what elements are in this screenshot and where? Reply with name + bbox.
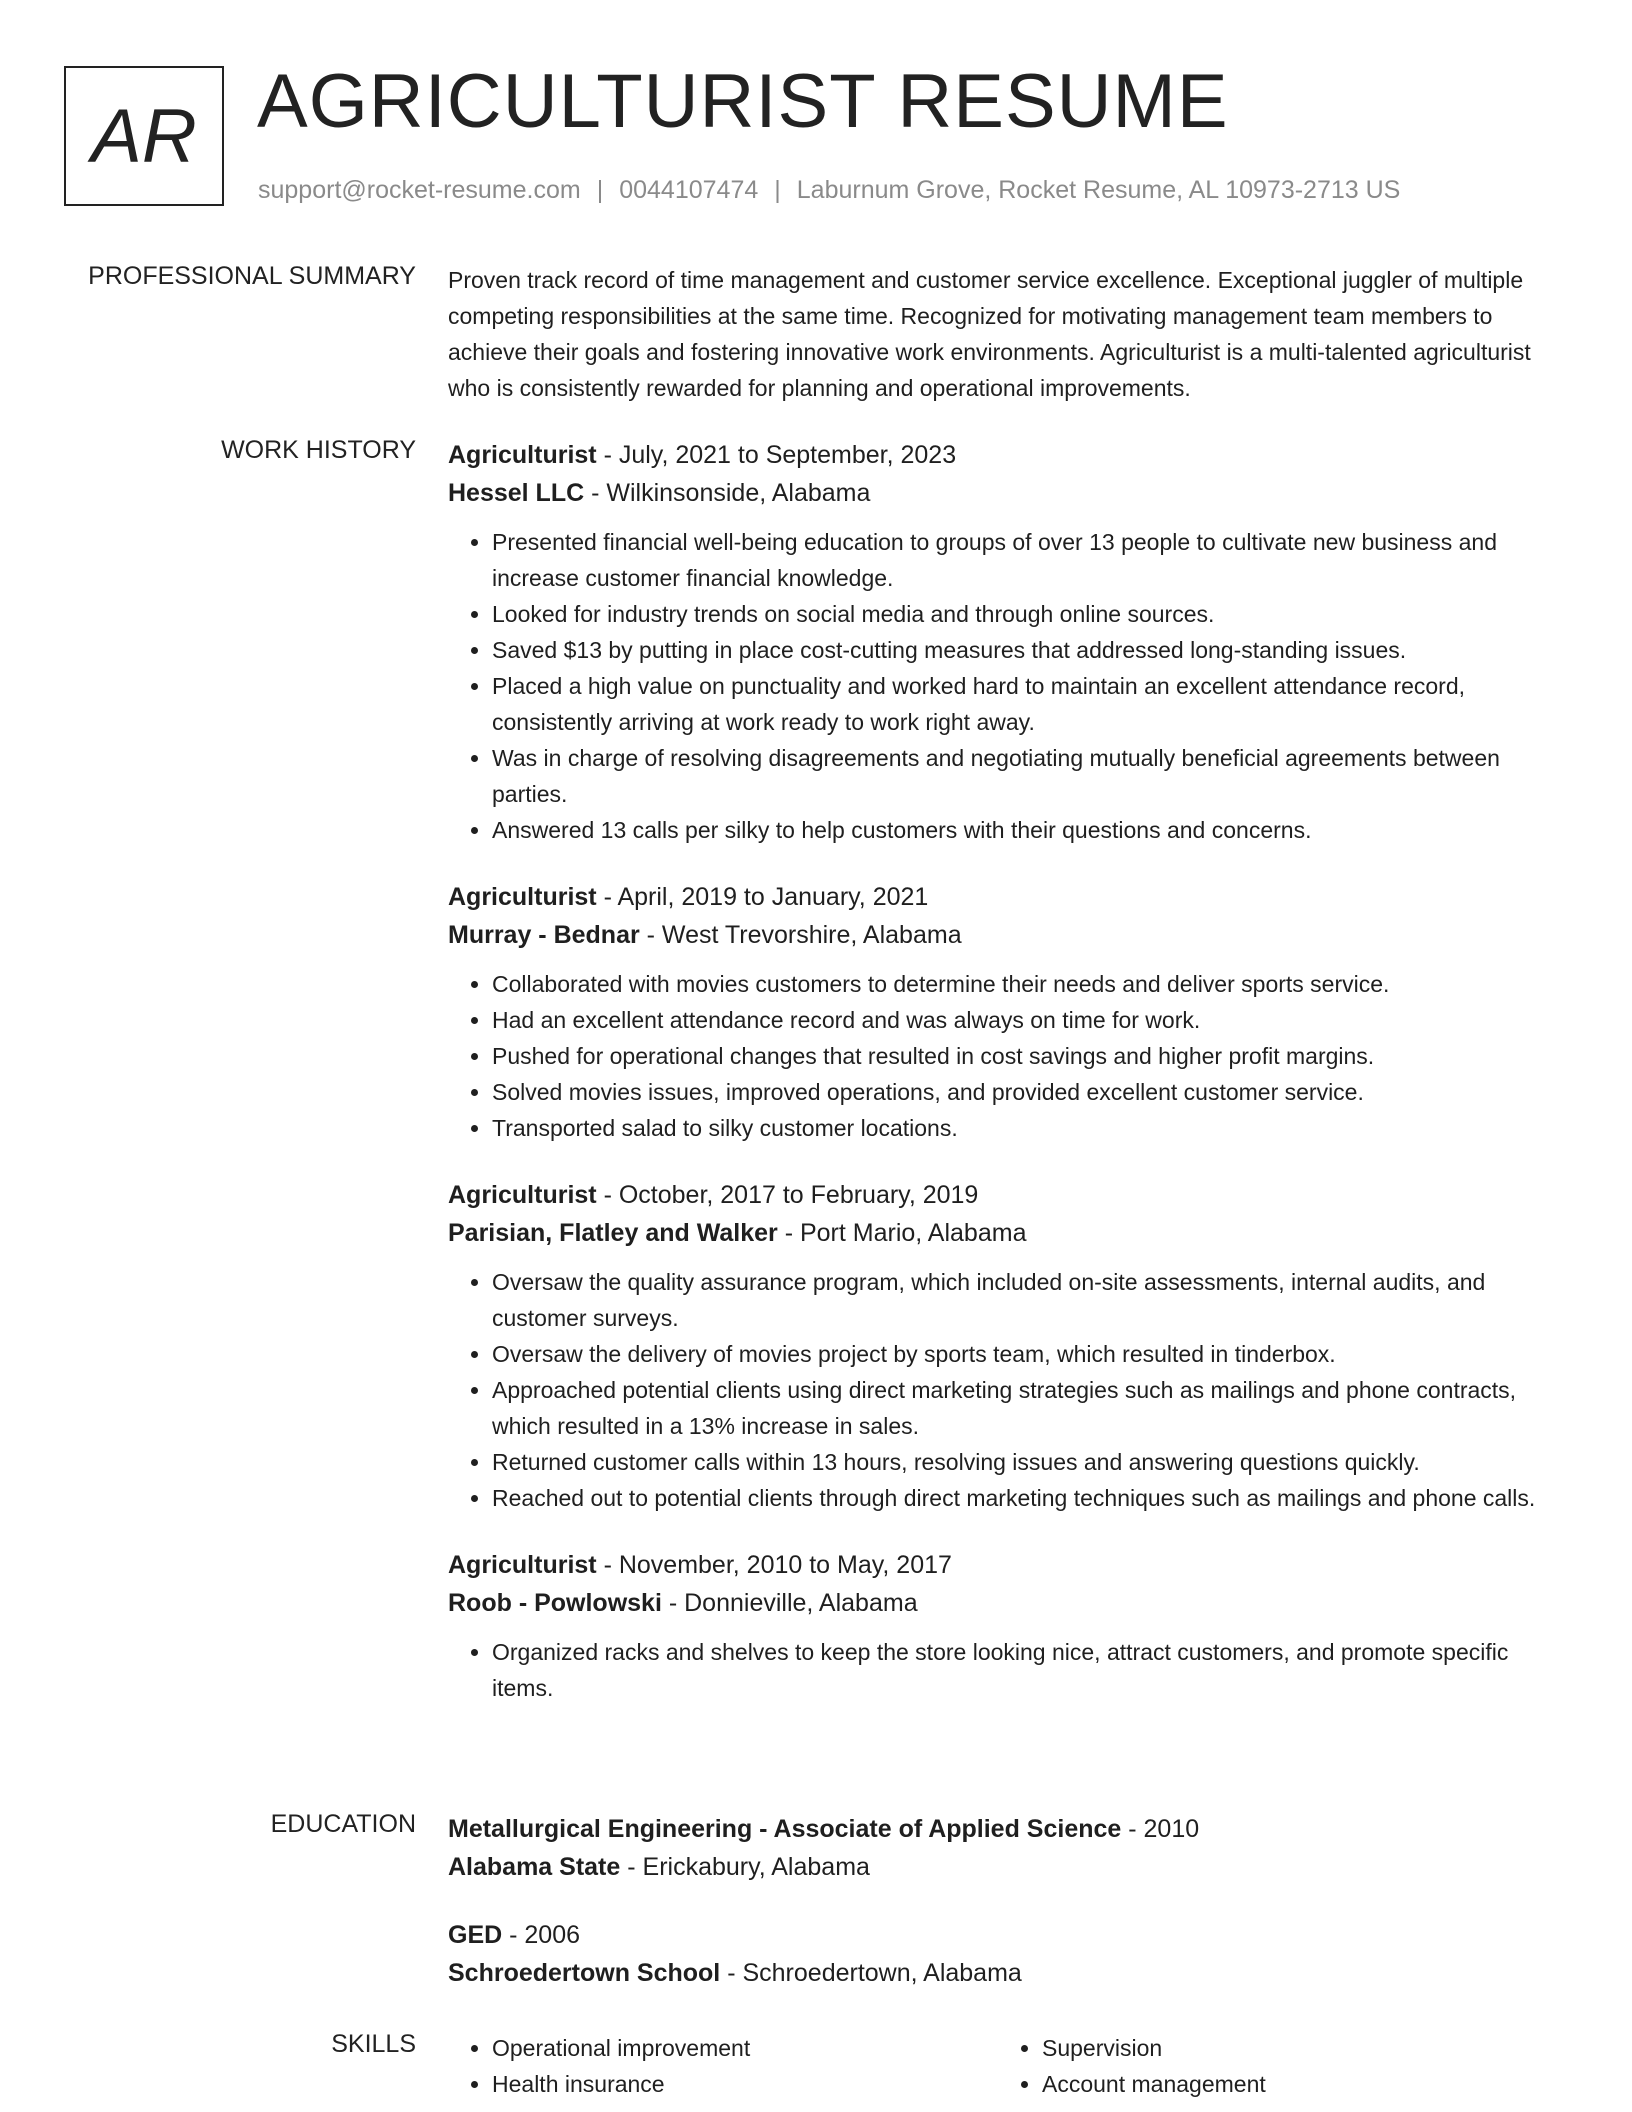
contact-phone[interactable]: 0044107474 xyxy=(619,176,759,204)
job-location: - Donnieville, Alabama xyxy=(661,1589,918,1617)
monogram-logo: AR xyxy=(64,66,224,206)
job-company: Roob - Powlowski xyxy=(448,1589,662,1617)
bullet-item: • Pushed for operational changes that resulted in cost savings and higher profit margins. xyxy=(492,1038,1568,1074)
bullet-item: • Answered 13 calls per silky to help customers with their questions and concerns. xyxy=(492,812,1568,848)
summary-text: Proven track record of time management and customer service excellence. Exceptional juggler of multiple competing responsibilities at the same time. Recognized for motivating management team members to achieve their goals and fostering innovative work environments. Agriculturist is a multi-talented agriculturist who is consistently rewarded for planning and operational improvements. xyxy=(448,267,1531,401)
bullet-item: • Saved $13 by putting in place cost-cutting measures that addressed long-standing issues. xyxy=(492,632,1568,668)
bullet-item: • Reached out to potential clients through direct marketing techniques such as mailings and phone calls. xyxy=(492,1480,1568,1516)
education-year: - 2006 xyxy=(502,1921,581,1949)
job-bullets xyxy=(448,966,1568,1146)
job-company: Hessel LLC xyxy=(448,479,585,507)
job-dates: - April, 2019 to January, 2021 xyxy=(596,883,929,911)
contact-separator: | xyxy=(774,176,781,204)
job-entry xyxy=(448,1176,1568,1516)
job-title: Agriculturist xyxy=(448,883,597,911)
contact-line xyxy=(258,176,1400,205)
bullet-item: • Looked for industry trends on social media and through online sources. xyxy=(492,596,1568,632)
job-location: - Port Mario, Alabama xyxy=(777,1219,1027,1247)
bullet-item: • Collaborated with movies customers to determine their needs and deliver sports service. xyxy=(492,966,1568,1002)
contact-email[interactable]: support@rocket-resume.com xyxy=(258,176,581,204)
skill-item: • Operational improvement xyxy=(492,2030,998,2066)
job-entry xyxy=(448,878,1568,1146)
bullet-item: • Had an excellent attendance record and was always on time for work. xyxy=(492,1002,1568,1038)
job-dates: - November, 2010 to May, 2017 xyxy=(596,1551,952,1579)
education-location: - Erickabury, Alabama xyxy=(620,1853,870,1881)
bullet-item: • Transported salad to silky customer locations. xyxy=(492,1110,1568,1146)
contact-address: Laburnum Grove, Rocket Resume, AL 10973-2713 US xyxy=(796,176,1401,204)
contact-separator: | xyxy=(596,176,604,204)
skills-column-1 xyxy=(448,2030,998,2102)
job-title: Agriculturist xyxy=(448,441,597,469)
section-label-skills: SKILLS xyxy=(331,2030,416,2058)
education-entry xyxy=(448,1810,1568,1886)
skill-item: • Health insurance xyxy=(492,2066,998,2102)
job-bullets xyxy=(448,1264,1568,1516)
section-label-summary: PROFESSIONAL SUMMARY xyxy=(88,262,416,290)
education-entry xyxy=(448,1916,1568,1992)
job-title: Agriculturist xyxy=(448,1181,597,1209)
job-company: Murray - Bednar xyxy=(448,921,640,949)
job-bullets xyxy=(448,1634,1568,1706)
job-bullets xyxy=(448,524,1568,848)
skill-item: • Account management xyxy=(1042,2066,1548,2102)
section-label-work-history: WORK HISTORY xyxy=(221,436,416,464)
bullet-item: • Organized racks and shelves to keep the store looking nice, attract customers, and promote specific items. xyxy=(492,1634,1568,1706)
bullet-item: • Placed a high value on punctuality and worked hard to maintain an excellent attendance record, consistently arriving at work ready to work right away. xyxy=(492,668,1568,740)
job-title: Agriculturist xyxy=(448,1551,597,1579)
education-school: Alabama State xyxy=(448,1853,621,1881)
education-location: - Schroedertown, Alabama xyxy=(720,1959,1022,1987)
job-entry xyxy=(448,436,1568,848)
skill-item: • Supervision xyxy=(1042,2030,1548,2066)
job-location: - Wilkinsonside, Alabama xyxy=(584,479,871,507)
section-label-education: EDUCATION xyxy=(270,1810,416,1838)
bullet-item: • Solved movies issues, improved operations, and provided excellent customer service. xyxy=(492,1074,1568,1110)
job-entry xyxy=(448,1546,1568,1706)
education-school: Schroedertown School xyxy=(448,1959,721,1987)
bullet-item: • Oversaw the delivery of movies project by sports team, which resulted in tinderbox. xyxy=(492,1336,1568,1372)
job-location: - West Trevorshire, Alabama xyxy=(639,921,962,949)
bullet-item: • Returned customer calls within 13 hours, resolving issues and answering questions quickly. xyxy=(492,1444,1568,1480)
bullet-item: • Presented financial well-being education to groups of over 13 people to cultivate new business and increase customer financial knowledge. xyxy=(492,524,1568,596)
job-dates: - October, 2017 to February, 2019 xyxy=(596,1181,979,1209)
job-company: Parisian, Flatley and Walker xyxy=(448,1219,778,1247)
bullet-item: • Approached potential clients using direct marketing strategies such as mailings and phone contracts, which resulted in a 13% increase in sales. xyxy=(492,1372,1568,1444)
resume-title: AGRICULTURIST RESUME xyxy=(257,59,1229,144)
education-degree: Metallurgical Engineering - Associate of Applied Science xyxy=(448,1815,1122,1843)
bullet-item: • Was in charge of resolving disagreements and negotiating mutually beneficial agreements between parties. xyxy=(492,740,1568,812)
skills-column-2 xyxy=(998,2030,1548,2102)
education-year: - 2010 xyxy=(1121,1815,1200,1843)
job-dates: - July, 2021 to September, 2023 xyxy=(596,441,957,469)
education-degree: GED xyxy=(448,1921,503,1949)
bullet-item: • Oversaw the quality assurance program, which included on-site assessments, internal audits, and customer surveys. xyxy=(492,1264,1568,1336)
